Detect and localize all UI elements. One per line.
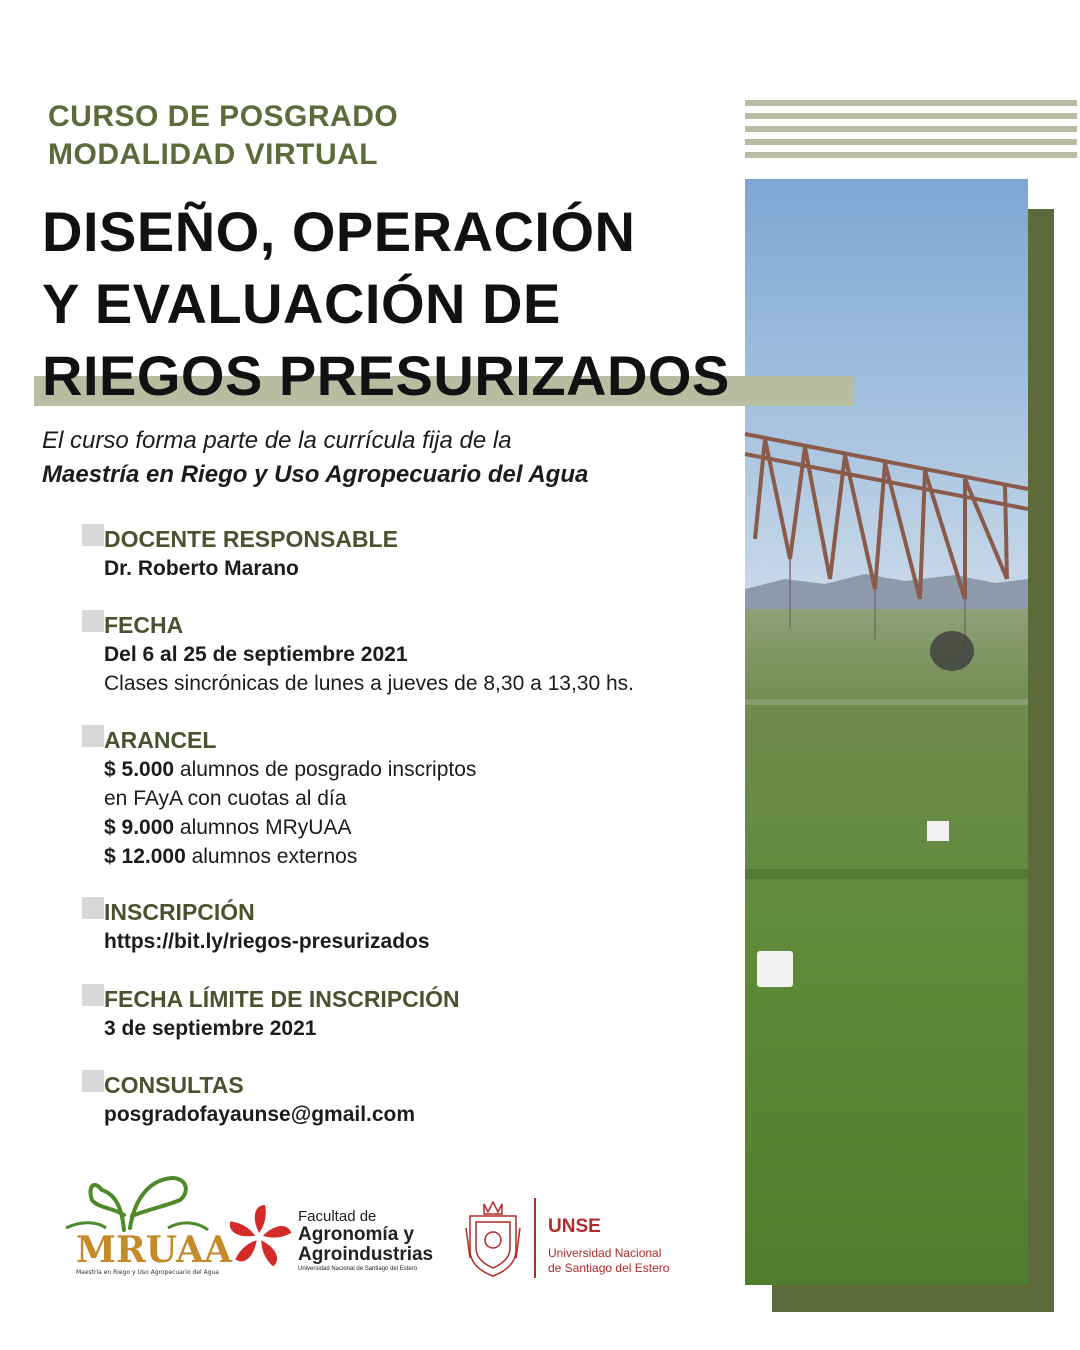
title-line-2: Y EVALUACIÓN DE bbox=[42, 272, 561, 335]
section-heading: DOCENTE RESPONSABLE bbox=[104, 526, 398, 552]
mruaa-wordmark: MRUAA bbox=[76, 1229, 232, 1271]
course-title bbox=[42, 196, 730, 412]
faya-line-1: Facultad de bbox=[298, 1208, 377, 1225]
arancel-row: $ 9.000 alumnos MRyUAA bbox=[104, 816, 352, 839]
section-docente bbox=[82, 524, 762, 583]
faya-logo-text bbox=[298, 1208, 433, 1274]
arancel-row: $ 12.000 alumnos externos bbox=[104, 845, 358, 868]
arancel-row: $ 5.000 alumnos de posgrado inscriptos bbox=[104, 758, 477, 781]
mruaa-logo bbox=[62, 1170, 232, 1295]
fecha-schedule: Clases sincrónicas de lunes a jueves de 8,30 a 13,30 hs. bbox=[104, 672, 634, 695]
mruaa-caption: Maestría en Riego y Uso Agropecuario del Agua bbox=[76, 1269, 219, 1276]
kicker-line-2: MODALIDAD VIRTUAL bbox=[48, 138, 379, 171]
section-marker bbox=[82, 610, 104, 632]
course-kicker bbox=[48, 98, 398, 174]
section-marker bbox=[82, 1070, 104, 1092]
unse-sub-line-1: Universidad Nacional bbox=[548, 1246, 662, 1260]
unse-sub-line-2: de Santiago del Estero bbox=[548, 1261, 670, 1275]
deadline-date: 3 de septiembre 2021 bbox=[104, 1017, 317, 1040]
section-heading: ARANCEL bbox=[104, 727, 217, 753]
kicker-line-1: CURSO DE POSGRADO bbox=[48, 100, 399, 133]
faya-line-2: Agronomía y bbox=[298, 1224, 415, 1245]
section-consultas bbox=[82, 1070, 762, 1129]
intro-text bbox=[42, 424, 588, 492]
registration-link[interactable]: https://bit.ly/riegos-presurizados bbox=[104, 930, 430, 953]
section-fecha bbox=[82, 610, 762, 698]
section-marker bbox=[82, 725, 104, 747]
arancel-row-cont: en FAyA con cuotas al día bbox=[104, 787, 347, 810]
section-inscripcion bbox=[82, 897, 762, 956]
unse-seal-icon bbox=[462, 1198, 524, 1280]
section-heading: INSCRIPCIÓN bbox=[104, 899, 255, 925]
docente-name: Dr. Roberto Marano bbox=[104, 557, 299, 580]
faya-flower-icon bbox=[226, 1204, 292, 1270]
section-arancel bbox=[82, 725, 762, 871]
section-marker bbox=[82, 897, 104, 919]
section-marker bbox=[82, 984, 104, 1006]
decorative-stripes bbox=[745, 100, 1077, 162]
section-heading: FECHA bbox=[104, 612, 184, 638]
faya-line-4: Universidad Nacional de Santiago del Estero bbox=[298, 1266, 418, 1272]
intro-line-2: Maestría en Riego y Uso Agropecuario del Agua bbox=[42, 461, 589, 488]
unse-name: UNSE bbox=[548, 1216, 601, 1237]
section-marker bbox=[82, 524, 104, 546]
intro-line-1: El curso forma parte de la currícula fija de la bbox=[42, 427, 512, 454]
contact-email[interactable]: posgradofayaunse@gmail.com bbox=[104, 1103, 416, 1126]
fecha-dates: Del 6 al 25 de septiembre 2021 bbox=[104, 643, 408, 666]
irrigation-photo bbox=[745, 179, 1028, 1285]
section-heading: FECHA LÍMITE DE INSCRIPCIÓN bbox=[104, 986, 460, 1012]
title-line-3: RIEGOS PRESURIZADOS bbox=[42, 344, 730, 407]
section-heading: CONSULTAS bbox=[104, 1072, 244, 1098]
unse-subtitle bbox=[548, 1246, 669, 1276]
unse-divider bbox=[534, 1198, 536, 1278]
title-line-1: DISEÑO, OPERACIÓN bbox=[42, 200, 636, 263]
section-limite bbox=[82, 984, 762, 1043]
faya-line-3: Agroindustrias bbox=[298, 1244, 434, 1265]
